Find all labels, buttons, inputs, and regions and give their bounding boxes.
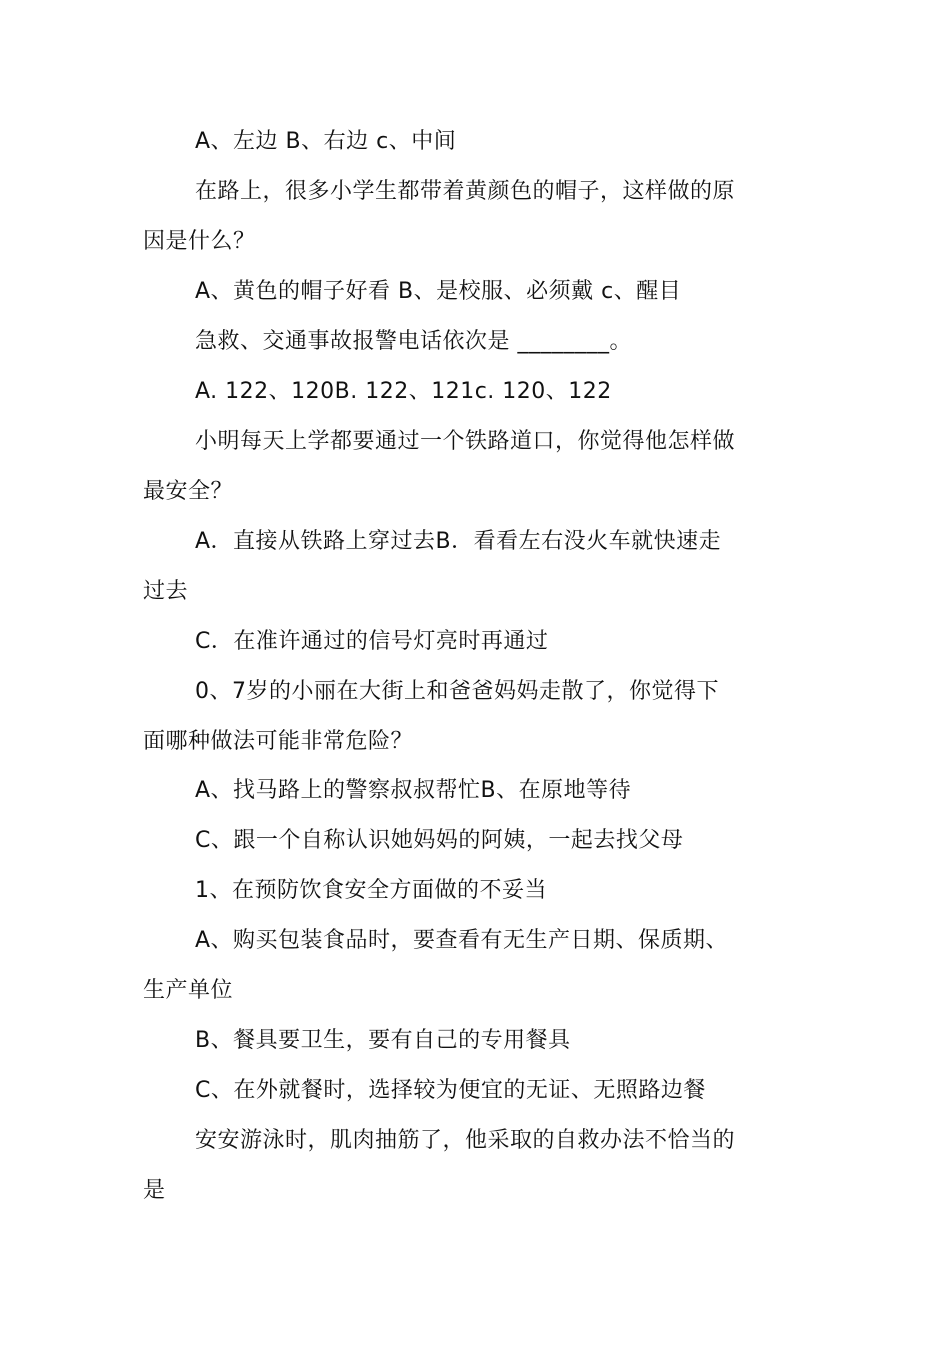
- text-line: 安安游泳时，肌肉抽筋了，他采取的自救办法不恰当的: [195, 1128, 736, 1153]
- text-line: A、左边 B、右边 c、中间: [195, 129, 457, 154]
- text-line: C．在准许通过的信号灯亮时再通过: [195, 629, 549, 654]
- text-line: 小明每天上学都要通过一个铁路道口，你觉得他怎样做: [195, 429, 736, 454]
- text-line: 0、7岁的小丽在大街上和爸爸妈妈走散了，你觉得下: [195, 679, 719, 704]
- text-line: A．直接从铁路上穿过去B．看看左右没火车就快速走: [195, 529, 722, 554]
- text-line: A、购买包装食品时，要查看有无生产日期、保质期、: [195, 928, 729, 953]
- text-line: A、找马路上的警察叔叔帮忙B、在原地等待: [195, 778, 632, 803]
- text-line: 急救、交通事故报警电话依次是 ________。: [195, 329, 632, 354]
- text-line: A、黄色的帽子好看 B、是校服、必须戴 c、醒目: [195, 279, 682, 304]
- text-line: C、跟一个自称认识她妈妈的阿姨，一起去找父母: [195, 828, 684, 853]
- text-line: B、餐具要卫生，要有自己的专用餐具: [195, 1028, 571, 1053]
- text-line: 生产单位: [143, 978, 234, 1003]
- text-line: 因是什么？: [143, 229, 256, 254]
- text-line: 最安全？: [143, 479, 234, 504]
- text-line: C、在外就餐时，选择较为便宜的无证、无照路边餐: [195, 1078, 706, 1103]
- text-line: 过去: [143, 579, 189, 604]
- text-line: 是: [143, 1178, 166, 1203]
- text-line: 在路上，很多小学生都带着黄颜色的帽子，这样做的原: [195, 179, 736, 204]
- text-line: 面哪种做法可能非常危险？: [143, 729, 414, 754]
- text-line: 1、在预防饮食安全方面做的不妥当: [195, 878, 547, 903]
- text-line: A. 122、120B. 122、121c. 120、122: [195, 379, 612, 404]
